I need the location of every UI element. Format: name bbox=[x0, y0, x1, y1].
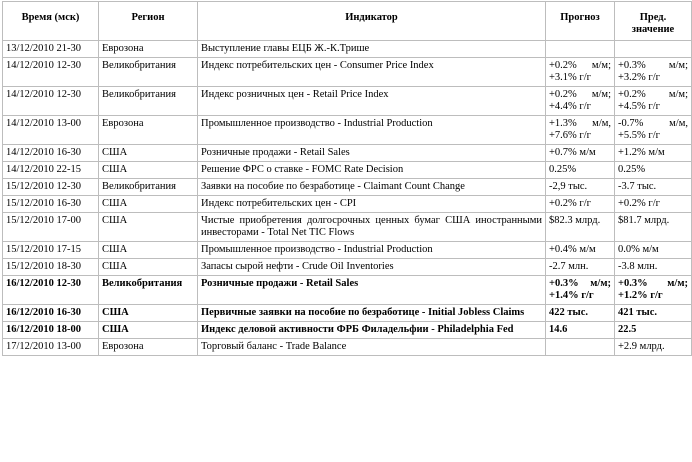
time-cell: 14/12/2010 13-00 bbox=[3, 116, 99, 145]
previous-cell: +0.3% м/м; +3.2% г/г bbox=[615, 58, 692, 87]
time-cell: 15/12/2010 17-00 bbox=[3, 213, 99, 242]
forecast-cell: $82.3 млрд. bbox=[546, 213, 615, 242]
region-cell: США bbox=[99, 322, 198, 339]
time-cell: 15/12/2010 17-15 bbox=[3, 242, 99, 259]
time-cell: 14/12/2010 16-30 bbox=[3, 145, 99, 162]
time-cell: 17/12/2010 13-00 bbox=[3, 339, 99, 356]
indicator-cell: Индекс потребительских цен - Consumer Price Index bbox=[198, 58, 546, 87]
indicator-cell: Торговый баланс - Trade Balance bbox=[198, 339, 546, 356]
region-cell: Еврозона bbox=[99, 339, 198, 356]
region-cell: США bbox=[99, 145, 198, 162]
previous-cell: -3.8 млн. bbox=[615, 259, 692, 276]
previous-cell: -3.7 тыс. bbox=[615, 179, 692, 196]
time-cell: 16/12/2010 16-30 bbox=[3, 305, 99, 322]
previous-cell bbox=[615, 41, 692, 58]
previous-cell: +0.2% г/г bbox=[615, 196, 692, 213]
forecast-cell: +0.7% м/м bbox=[546, 145, 615, 162]
indicator-cell: Решение ФРС о ставке - FOMC Rate Decision bbox=[198, 162, 546, 179]
region-cell: США bbox=[99, 162, 198, 179]
indicator-cell: Запасы сырой нефти - Crude Oil Inventories bbox=[198, 259, 546, 276]
table-row bbox=[3, 339, 692, 356]
indicator-cell: Выступление главы ЕЦБ Ж.-К.Трише bbox=[198, 41, 546, 58]
previous-cell: -0.7% м/м, +5.5% г/г bbox=[615, 116, 692, 145]
table-row bbox=[3, 242, 692, 259]
forecast-cell: 422 тыс. bbox=[546, 305, 615, 322]
table-row bbox=[3, 87, 692, 116]
region-cell: Великобритания bbox=[99, 179, 198, 196]
header-region: Регион bbox=[99, 2, 198, 41]
table-row bbox=[3, 58, 692, 87]
time-cell: 14/12/2010 12-30 bbox=[3, 87, 99, 116]
time-cell: 14/12/2010 12-30 bbox=[3, 58, 99, 87]
header-time: Время (мск) bbox=[3, 2, 99, 41]
previous-cell: 22.5 bbox=[615, 322, 692, 339]
table-row bbox=[3, 259, 692, 276]
time-cell: 13/12/2010 21-30 bbox=[3, 41, 99, 58]
forecast-cell: 0.25% bbox=[546, 162, 615, 179]
time-cell: 15/12/2010 16-30 bbox=[3, 196, 99, 213]
time-cell: 14/12/2010 22-15 bbox=[3, 162, 99, 179]
table-row bbox=[3, 213, 692, 242]
header-previous: Пред. значение bbox=[615, 2, 692, 41]
indicator-cell: Индекс деловой активности ФРБ Филадельфии - Philadelphia Fed bbox=[198, 322, 546, 339]
table-row bbox=[3, 179, 692, 196]
table-row bbox=[3, 162, 692, 179]
indicator-cell: Чистые приобретения долгосрочных ценных бумаг США иностранными инвесторами - Total Net TIC Flows bbox=[198, 213, 546, 242]
indicator-cell: Промышленное производство - Industrial Production bbox=[198, 242, 546, 259]
forecast-cell: +0.4% м/м bbox=[546, 242, 615, 259]
forecast-cell bbox=[546, 41, 615, 58]
forecast-cell: +0.2% м/м; +4.4% г/г bbox=[546, 87, 615, 116]
table-row bbox=[3, 116, 692, 145]
previous-cell: +0.2% м/м; +4.5% г/г bbox=[615, 87, 692, 116]
forecast-cell: +1.3% м/м, +7.6% г/г bbox=[546, 116, 615, 145]
table-row bbox=[3, 41, 692, 58]
region-cell: Великобритания bbox=[99, 276, 198, 305]
previous-cell: $81.7 млрд. bbox=[615, 213, 692, 242]
indicator-cell: Розничные продажи - Retail Sales bbox=[198, 276, 546, 305]
previous-cell: 0.0% м/м bbox=[615, 242, 692, 259]
indicator-cell: Индекс потребительских цен - CPI bbox=[198, 196, 546, 213]
table-row bbox=[3, 276, 692, 305]
indicator-cell: Первичные заявки на пособие по безработице - Initial Jobless Claims bbox=[198, 305, 546, 322]
forecast-cell: -2,9 тыс. bbox=[546, 179, 615, 196]
indicator-cell: Розничные продажи - Retail Sales bbox=[198, 145, 546, 162]
table-row bbox=[3, 322, 692, 339]
forecast-cell: 14.6 bbox=[546, 322, 615, 339]
time-cell: 15/12/2010 12-30 bbox=[3, 179, 99, 196]
region-cell: Великобритания bbox=[99, 58, 198, 87]
header-row bbox=[3, 2, 692, 41]
region-cell: Еврозона bbox=[99, 41, 198, 58]
time-cell: 16/12/2010 12-30 bbox=[3, 276, 99, 305]
table-row bbox=[3, 145, 692, 162]
forecast-cell bbox=[546, 339, 615, 356]
forecast-cell: +0.2% м/м; +3.1% г/г bbox=[546, 58, 615, 87]
previous-cell: 0.25% bbox=[615, 162, 692, 179]
time-cell: 16/12/2010 18-00 bbox=[3, 322, 99, 339]
header-indicator: Индикатор bbox=[198, 2, 546, 41]
indicator-cell: Заявки на пособие по безработице - Claimant Count Change bbox=[198, 179, 546, 196]
time-cell: 15/12/2010 18-30 bbox=[3, 259, 99, 276]
indicator-cell: Индекс розничных цен - Retail Price Index bbox=[198, 87, 546, 116]
region-cell: США bbox=[99, 305, 198, 322]
region-cell: Еврозона bbox=[99, 116, 198, 145]
forecast-cell: +0.3% м/м; +1.4% г/г bbox=[546, 276, 615, 305]
region-cell: США bbox=[99, 259, 198, 276]
table-row bbox=[3, 196, 692, 213]
region-cell: США bbox=[99, 213, 198, 242]
indicator-cell: Промышленное производство - Industrial Production bbox=[198, 116, 546, 145]
economic-calendar-table bbox=[2, 1, 692, 356]
previous-cell: +1.2% м/м bbox=[615, 145, 692, 162]
region-cell: США bbox=[99, 196, 198, 213]
previous-cell: +0.3% м/м; +1.2% г/г bbox=[615, 276, 692, 305]
forecast-cell: -2.7 млн. bbox=[546, 259, 615, 276]
header-forecast: Прогноз bbox=[546, 2, 615, 41]
previous-cell: +2.9 млрд. bbox=[615, 339, 692, 356]
region-cell: Великобритания bbox=[99, 87, 198, 116]
forecast-cell: +0.2% г/г bbox=[546, 196, 615, 213]
table-row bbox=[3, 305, 692, 322]
region-cell: США bbox=[99, 242, 198, 259]
previous-cell: 421 тыс. bbox=[615, 305, 692, 322]
